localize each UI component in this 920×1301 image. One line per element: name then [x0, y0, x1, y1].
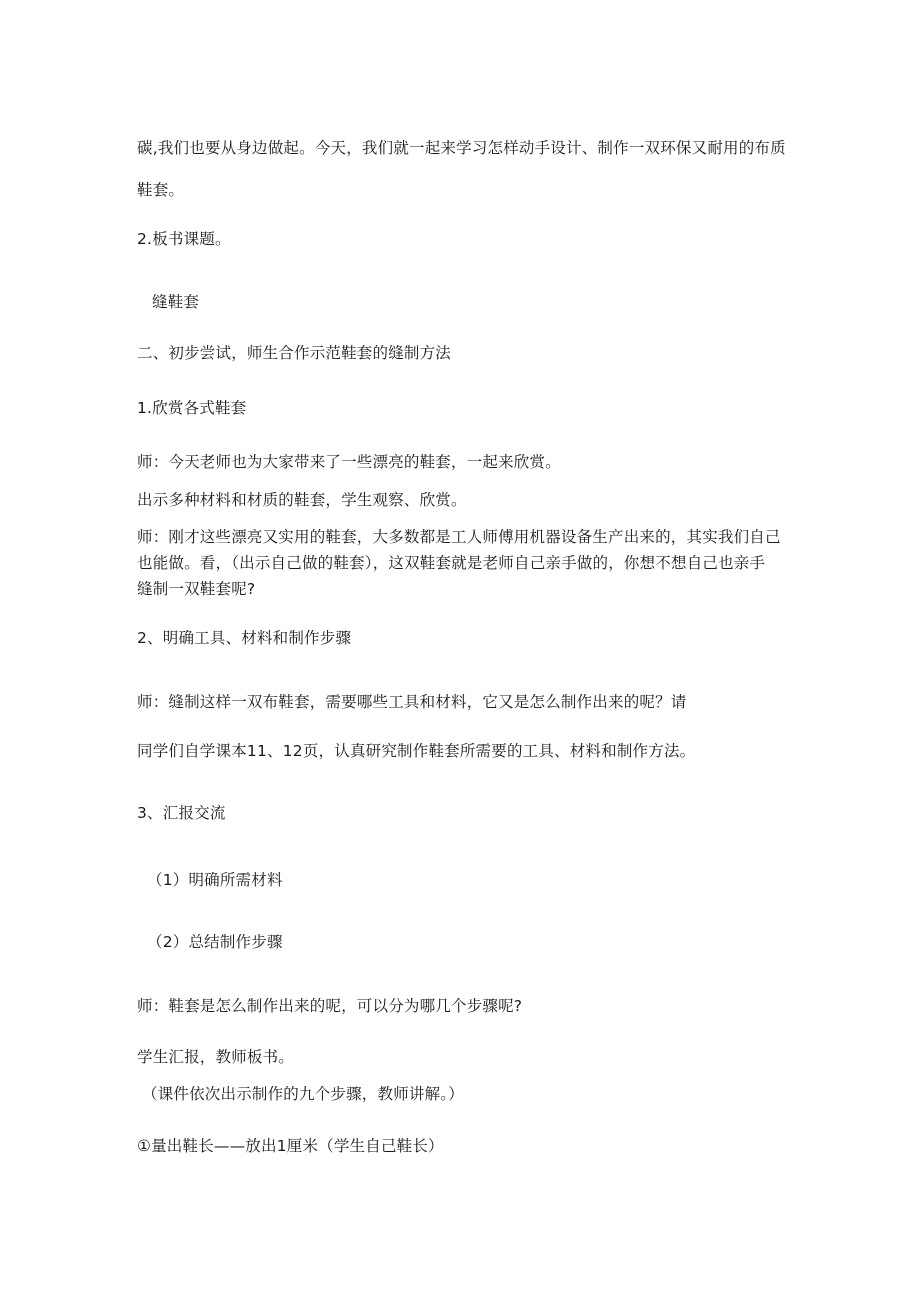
list-item-materials: （1）明确所需材料 [147, 871, 283, 889]
subheading-tools: 2、明确工具、材料和制作步骤 [137, 629, 352, 647]
paragraph-intro-end: 鞋套。 [137, 181, 185, 199]
paragraph-intro-continued: 碳,我们也要从身边做起。今天，我们就一起来学习怎样动手设计、制作一双环保又耐用的布质 [137, 139, 786, 157]
teacher-line-1: 师：今天老师也为大家带来了一些漂亮的鞋套，一起来欣赏。 [137, 453, 561, 471]
teacher-line-2b: 也能做。看，（出示自己做的鞋套），这双鞋套就是老师自己亲手做的，你想不想自己也亲手 [137, 554, 766, 572]
step-1-line: ①量出鞋长——放出1厘米（学生自己鞋长） [137, 1137, 444, 1155]
teacher-line-4: 师：鞋套是怎么制作出来的呢，可以分为哪几个步骤呢? [137, 997, 523, 1015]
courseware-note: （课件依次出示制作的九个步骤，教师讲解。） [142, 1085, 464, 1103]
teacher-line-3a: 师：缝制这样一双布鞋套，需要哪些工具和材料，它又是怎么制作出来的呢？请 [137, 693, 687, 711]
lesson-title: 缝鞋套 [152, 293, 200, 311]
list-item-steps: （2）总结制作步骤 [147, 933, 283, 951]
student-report-line: 学生汇报，教师板书。 [137, 1048, 295, 1066]
subheading-appreciate: 1.欣赏各式鞋套 [137, 399, 247, 417]
teacher-line-3b: 同学们自学课本11、12页，认真研究制作鞋套所需要的工具、材料和制作方法。 [137, 742, 696, 760]
activity-line: 出示多种材料和材质的鞋套，学生观察、欣赏。 [137, 491, 467, 509]
section-heading-2: 二、初步尝试，师生合作示范鞋套的缝制方法 [137, 344, 452, 362]
teacher-line-2a: 师：刚才这些漂亮又实用的鞋套，大多数都是工人师傅用机器设备生产出来的，其实我们自己 [137, 528, 781, 546]
step-board-title: 2.板书课题。 [137, 230, 231, 248]
subheading-report: 3、汇报交流 [137, 804, 226, 822]
teacher-line-2c: 缝制一双鞋套呢? [137, 580, 256, 598]
